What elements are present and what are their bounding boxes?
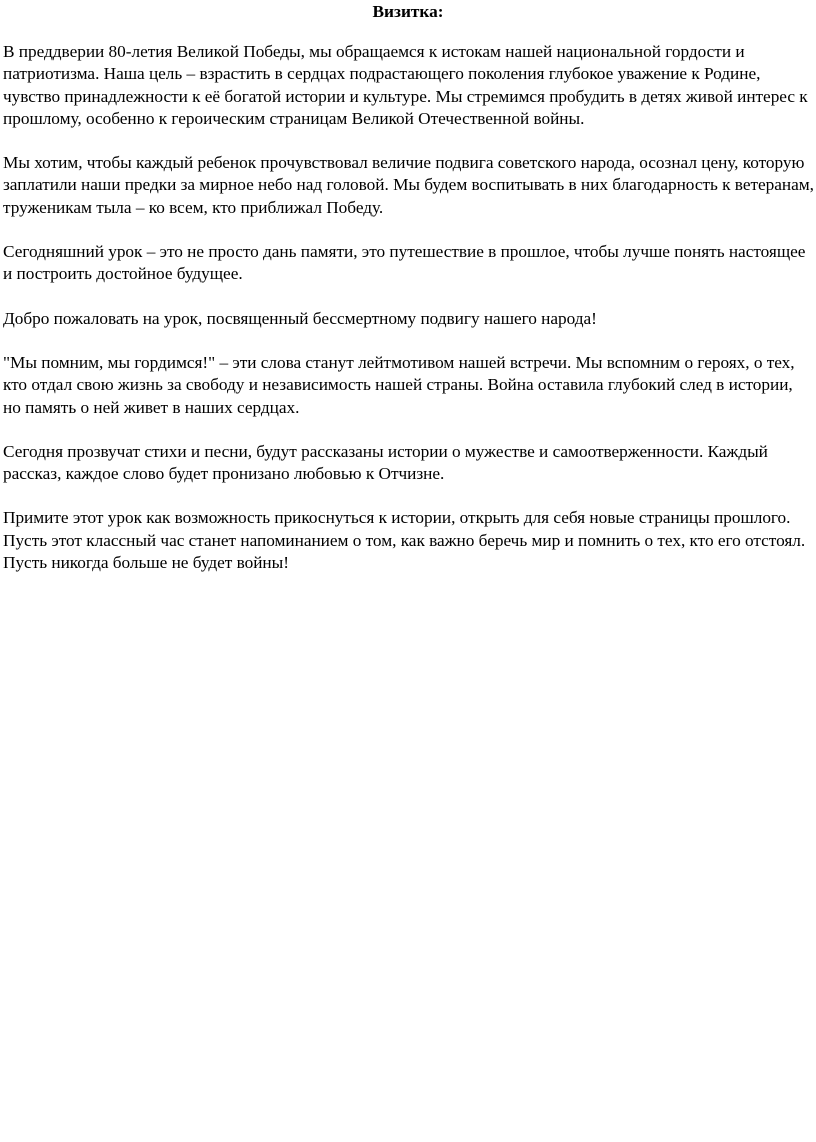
paragraph-welcome: Добро пожаловать на урок, посвященный бессмертному подвигу нашего народа!	[3, 308, 597, 328]
document-title: Визитка:	[372, 2, 444, 21]
paragraph-intro: В преддверии 80-летия Великой Победы, мы обращаемся к истокам нашей национальной гордости и патриотизма. Наша цель – взрастить в сердцах подрастающего поколения глубокое уважение к Родине, чувство принадлежности к её богатой истории и культуре. Мы стремимся пробудить в детях живой интерес к прошлому, особенно к героическим страницам Великой Отечественной войны.	[3, 42, 808, 128]
paragraph-motto: "Мы помним, мы гордимся!" – эти слова станут лейтмотивом нашей встречи. Мы вспомним о героях, о тех, кто отдал свою жизнь за свободу и независимость нашей страны. Война оставила глубокий след в истории, но память о ней живет в наших сердцах.	[3, 352, 795, 417]
paragraph-feat: Мы хотим, чтобы каждый ребенок прочувствовал величие подвига советского народа, осознал цену, которую заплатили наши предки за мирное небо над головой. Мы будем воспитывать в них благодарность к ветеранам, труженикам тыла – ко всем, кто приближал Победу.	[3, 153, 814, 217]
paragraph-closing: Примите этот урок как возможность прикоснуться к истории, открыть для себя новые страницы прошлого. Пусть этот классный час станет напоминанием о том, как важно беречь мир и помнить о тех, кто его отстоял. Пусть никогда больше не будет войны!	[3, 508, 806, 573]
paragraph-lesson: Сегодняшний урок – это не просто дань памяти, это путешествие в прошлое, чтобы лучше понять настоящее и построить достойное будущее.	[3, 242, 806, 284]
document-body	[3, 41, 814, 574]
paragraph-program: Сегодня прозвучат стихи и песни, будут рассказаны истории о мужестве и самоотверженности. Каждый рассказ, каждое слово будет пронизано любовью к Отчизне.	[3, 441, 768, 484]
